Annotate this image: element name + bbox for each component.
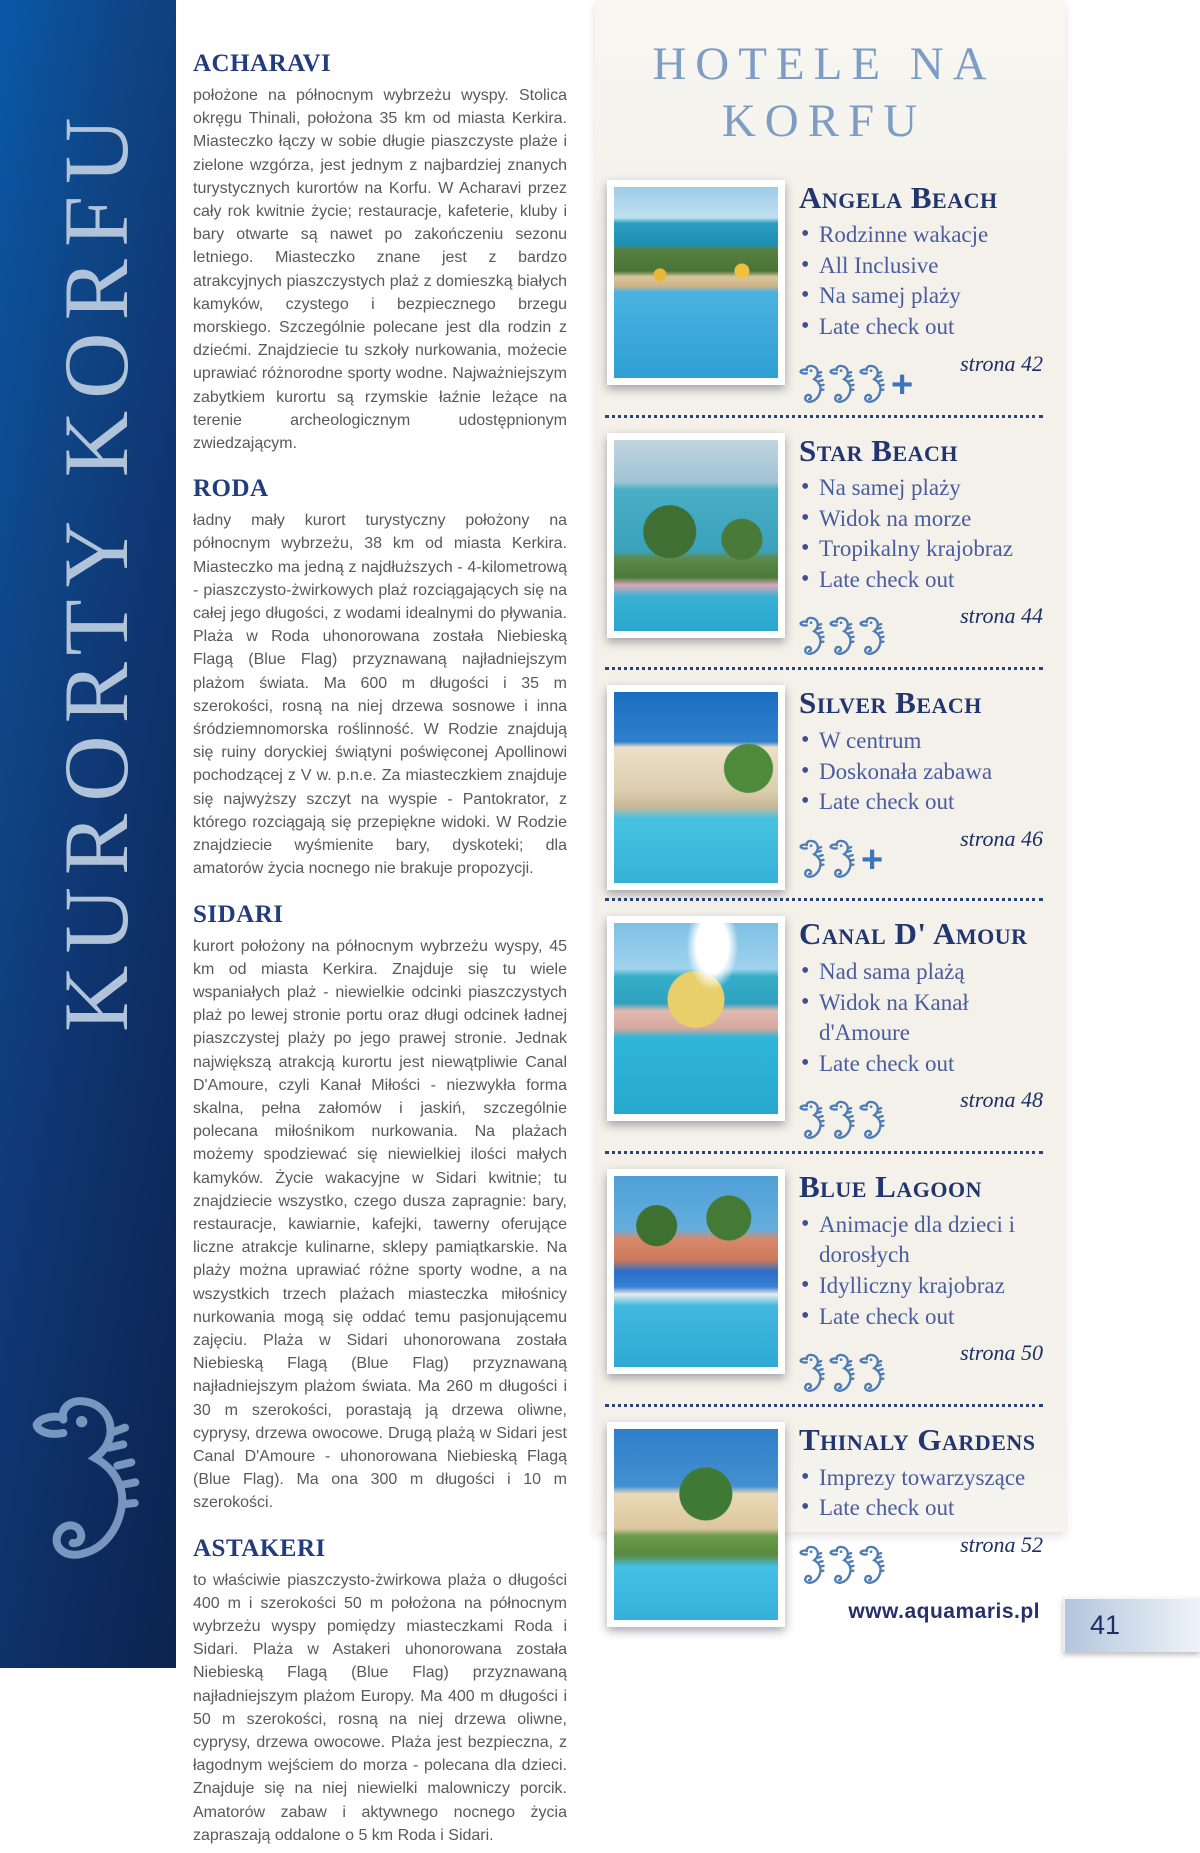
page-ref: strona 42 — [960, 350, 1043, 376]
feature-item: • Late check out — [799, 1049, 1043, 1080]
hotel-photo-star-beach — [607, 433, 785, 638]
gazebo-pool-photo — [614, 923, 778, 1114]
footer-website-link[interactable]: www.aquamaris.pl — [848, 1600, 1040, 1623]
feature-list — [799, 957, 1043, 1079]
section-title-roda: RODA — [193, 475, 269, 503]
hotel-photo-blue-lagoon — [607, 1169, 785, 1374]
hotel-name: Canal D' Amour — [799, 916, 1028, 952]
page-number: 41 — [1089, 1610, 1121, 1640]
seahorse-icon — [799, 1544, 827, 1588]
feature-item: • Na samej plaży — [799, 473, 1043, 504]
page-ref: strona 52 — [960, 1531, 1043, 1557]
seahorse-icon — [829, 1544, 857, 1588]
sidebar-vertical-title: KURORTY KORFU — [45, 105, 147, 1032]
seahorse-logo-icon — [30, 1338, 150, 1628]
hotel-photo-canal-d-amour — [607, 916, 785, 1121]
section-title-sidari: SIDARI — [193, 900, 284, 928]
panel-title — [605, 36, 1043, 151]
hotel-name: Star Beach — [799, 432, 959, 468]
feature-item: • Late check out — [799, 312, 1043, 343]
plus-sign: + — [891, 363, 914, 406]
waterpark-photo — [614, 1176, 778, 1367]
feature-item: • Late check out — [799, 565, 1043, 596]
feature-item: • Nad sama plażą — [799, 957, 1043, 988]
seahorse-icon — [859, 1544, 887, 1588]
villa-garden-photo — [614, 1429, 778, 1620]
seahorse-icon — [799, 615, 827, 659]
feature-item: • Tropikalny krajobraz — [799, 534, 1043, 565]
seahorse-rating — [799, 363, 913, 407]
seahorse-icon — [859, 615, 887, 659]
hotel-card-canal-d-amour — [605, 898, 1043, 1151]
feature-item: • Widok na morze — [799, 504, 1043, 535]
sidebar — [0, 0, 176, 1668]
seahorse-rating — [799, 1544, 887, 1588]
feature-item: • Animacje dla dzieci i dorosłych — [799, 1210, 1043, 1271]
feature-item: • Doskonała zabawa — [799, 757, 1043, 788]
page-number-box — [1063, 1597, 1200, 1652]
feature-item: • Late check out — [799, 787, 1043, 818]
feature-item: • Imprezy towarzyszące — [799, 1463, 1043, 1494]
page-ref: strona 48 — [960, 1087, 1043, 1113]
hotel-name: Blue Lagoon — [799, 1169, 982, 1205]
hotel-name: Thinaly Gardens — [799, 1422, 1036, 1458]
section-body-astakeri: to właściwie piaszczysto-żwirkowa plaża o długości 400 m i szerokości 50 m położona na północnym wybrzeżu wyspy pomiędzy miasteczkami Roda i Sidari. Plaża w Astakeri uhonorowana została Niebieską Flagą (Blue Flag) przyznawaną najładniejszym plażom Europy. Ma 400 m długości i 50 m szerokości, rosną na niej drzewa oliwne, cyprysy, drzewa owocowe. Plaża jest bezpieczna, z łagodnym wejściem do morza - polecana dla dzieci. Znajduje się na niej niewielki malowniczy porcik. Amatorów zabaw i aktywnego nocnego życia zapraszają oddalone o 5 km Roda i Sidari. — [193, 1571, 567, 1844]
feature-item: • Rodzinne wakacje — [799, 220, 1043, 251]
resorts-column — [193, 50, 567, 1853]
feature-item: • Widok na Kanał d'Amoure — [799, 988, 1043, 1049]
feature-item: • Na samej plaży — [799, 281, 1043, 312]
feature-list — [799, 220, 1043, 342]
section-body-acharavi: położone na północnym wybrzeżu wyspy. Stolica okręgu Thinali, położona 35 km od miasta Kerkira. Miasteczko łączy w sobie długie piaszczyste plaże i zielone wzgórza, jest jednym z najbardziej znanych turystycznych kurortów na Korfu. W Acharavi przez cały rok kwitnie życie; restauracje, kafeterie, kluby i bary otwarte są nawet po zakończeniu sezonu letniego. Miasteczko znane jest z bardzo atrakcyjnych piaszczystych plaż z domieszką białych kamyków, czystego i bezpiecznego brzegu morskiego. Szczególnie polecane jest dla rodzin z dziećmi. Znajdziecie tu szkoły nurkowania, możecie uprawiać różnorodne sporty wodne. Najważniejszym zabytkiem kurortu są rzymskie łaźnie leżące na terenie archeologicznym udostępnionym zwiedzającym. — [193, 87, 567, 453]
hotel-name: Silver Beach — [799, 685, 982, 721]
plus-sign: + — [861, 838, 884, 881]
page-ref: strona 44 — [960, 603, 1043, 629]
seahorse-rating — [799, 1352, 887, 1396]
section-body-sidari: kurort położony na północnym wybrzeżu wyspy, 45 km od miasta Kerkira. Znajduje się tu wiele wspaniałych plaż - niewielkie odcinki piaszczystych plaż po lewej stronie portu oraz długi odcinek ładnej piaszczystej plaży po jego prawej stronie. Jednak największą atrakcją kurortu jest niewątpliwie Canal D'Amoure, czyli Kanał Miłości - niezwykła forma skalna, pełna załomów i jaskiń, szczególnie polecana miłośnikom nurkowania. Na plażach możemy spodziewać się niewielkiej ilości małych kamyków. Życie wakacyjne w Sidari kwitnie; tu znajdziecie wszystko, czego dusza zapragnie: bary, restauracje, kawiarnie, kafejki, tawerny oferujące liczne atrakcje kulinarne, sklepy pamiątkarskie. Na plaży można uprawiać różne sporty wodne, a na wszystkich trzech plażach miasteczka miłośnicy nurkowania mogą się oddać temu pasjonującemu zajęciu. Plaża w Sidari uhonorowana została Niebieską Flagą (Blue Flag) przyznawaną najładniejszym plażom świata. Ma 260 m długości i 30 m szerokości, porastają ją drzewa oliwne, cyprysy, drzewa owocowe. Drugą plażą w Sidari jest Canal D'Amoure - uhonorowana Niebieską Flagą (Blue Flag). Ma ona 300 m długości i 10 m szerokości. — [193, 937, 567, 1512]
seahorse-icon — [799, 1099, 827, 1143]
seahorse-icon — [799, 363, 827, 407]
seahorse-rating — [799, 1099, 887, 1143]
hotel-card-angela-beach — [605, 165, 1043, 415]
page-ref: strona 50 — [960, 1340, 1043, 1366]
feature-list — [799, 726, 1043, 818]
seahorse-icon — [829, 1352, 857, 1396]
hotel-photo-silver-beach — [607, 685, 785, 890]
feature-item: • All Inclusive — [799, 251, 1043, 282]
section-title-acharavi: ACHARAVI — [193, 50, 332, 77]
seahorse-rating — [799, 615, 887, 659]
hotel-photo-angela-beach — [607, 180, 785, 385]
seahorse-icon — [859, 1099, 887, 1143]
pool-beach-photo — [614, 187, 778, 378]
section-body-roda: ładny mały kurort turystyczny położony na północnym wybrzeżu, 38 km od miasta Kerkira. Miasteczko ma jedną z najdłuższych - 4-kilometrową - piaszczysto-żwirkowych plaż rozciągających się na całej jego długości, z wodami idealnymi do pływania. Plaża w Roda uhonorowana została Niebieską Flagą (Blue Flag) przyznawaną najładniejszym plażom świata. Ma 600 m długości i 35 m szerokości, rosną na niej drzewa sosnowe i inna śródziemnomorska roślinność. W Rodzie znajdują się ruiny doryckiej świątyni poświęconej Apollinowi pochodzącej z V w. p.n.e. Za miasteczkiem znajduje się najwyższy szczyt na wyspie - Pantokrator, z którego rozciągają się przepiękne widoki. W Rodzie znajdziecie wyśmienite bary, dyskoteki; dla amatorów życia nocnego nie brakuje propozycji. — [193, 512, 567, 878]
feature-item: • Late check out — [799, 1302, 1043, 1333]
hotel-building-photo — [614, 692, 778, 883]
seahorse-icon — [829, 1099, 857, 1143]
seahorse-rating — [799, 838, 883, 882]
feature-list — [799, 1210, 1043, 1332]
feature-list — [799, 473, 1043, 595]
hotels-panel — [595, 0, 1065, 1557]
hotel-card-blue-lagoon — [605, 1151, 1043, 1404]
hotel-photo-thinaly-gardens — [607, 1422, 785, 1627]
hotel-name: Angela Beach — [799, 179, 998, 215]
feature-list — [799, 1463, 1043, 1524]
hotel-card-silver-beach — [605, 667, 1043, 898]
seahorse-icon — [799, 1352, 827, 1396]
seahorse-icon — [829, 615, 857, 659]
seahorse-icon — [829, 363, 857, 407]
feature-item: • Late check out — [799, 1493, 1043, 1524]
page-ref: strona 46 — [960, 825, 1043, 851]
panel-title-line1: HOTELE NA — [652, 38, 996, 90]
seahorse-icon — [859, 1352, 887, 1396]
section-title-astakeri: ASTAKERI — [193, 1534, 326, 1562]
seahorse-icon — [859, 363, 887, 407]
panel-title-line2: KORFU — [721, 95, 927, 148]
feature-item: • W centrum — [799, 726, 1043, 757]
seahorse-icon — [799, 838, 827, 882]
feature-item: • Idylliczny krajobraz — [799, 1271, 1043, 1302]
hotel-card-star-beach — [605, 415, 1043, 668]
seahorse-icon — [829, 838, 857, 882]
pool-palms-photo — [614, 440, 778, 631]
